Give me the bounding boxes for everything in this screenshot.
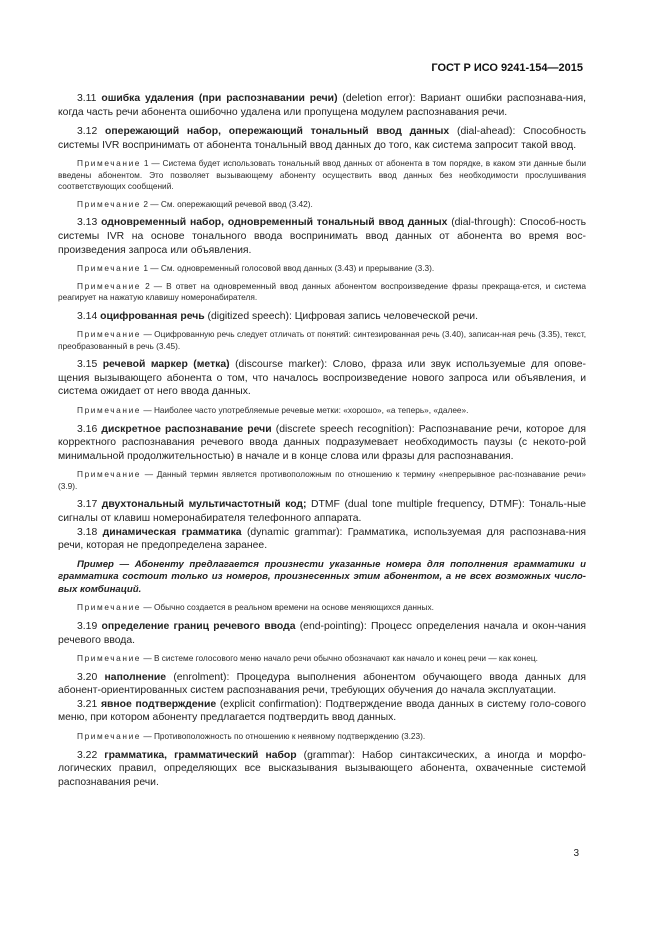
example bbox=[58, 559, 586, 597]
note-label: Примечание bbox=[77, 329, 142, 340]
term-definition bbox=[58, 92, 586, 119]
note-label: Примечание bbox=[77, 263, 142, 274]
term-definition bbox=[58, 310, 586, 324]
note-text: 2 — В ответ на одновременный ввод данных абонентом воспроизведение фразы прекраща-ется, и система реагирует на нажатую клавишу номеронабирателя. bbox=[58, 280, 586, 303]
note-text: 1 — См. одновременный голосовой ввод данных (3.43) и прерывание (3.3). bbox=[141, 263, 435, 274]
note bbox=[58, 653, 586, 665]
term-definition bbox=[58, 423, 586, 464]
note-label: Примечание bbox=[77, 731, 142, 742]
note-label: Примечание bbox=[77, 158, 142, 169]
term-number: 3.17 bbox=[77, 499, 98, 511]
term-text: (enrolment): Процедура выполнения абонентом обучающего ввода данных для абонент-ориентированных систем распознавания речи, требующих обучения до начала эксплуатации. bbox=[58, 671, 586, 697]
term-text: DTMF (dual tone multiple frequency, DTMF): Тональ-ные сигналы от клавиш номеронабирателя телефонного аппарата. bbox=[58, 499, 586, 524]
term-title: дискретное распознавание речи bbox=[101, 423, 272, 435]
note-label: Примечание bbox=[77, 405, 142, 416]
note bbox=[58, 405, 586, 417]
term-number: 3.20 bbox=[77, 671, 98, 683]
note-text: 2 — См. опережающий речевой ввод (3.42). bbox=[141, 198, 313, 209]
document-body bbox=[58, 92, 586, 795]
note-text: — Обычно создается в реальном времени на основе меняющихся данных. bbox=[141, 602, 434, 613]
term-title: оцифрованная речь bbox=[100, 310, 205, 322]
term-definition bbox=[58, 698, 586, 725]
note bbox=[58, 329, 586, 352]
term-definition bbox=[58, 216, 586, 257]
term-definition bbox=[58, 620, 586, 647]
term-title: наполнение bbox=[104, 671, 167, 683]
term-text: (digitized speech): Цифровая запись человеческой речи. bbox=[204, 310, 478, 322]
note bbox=[58, 731, 586, 743]
term-number: 3.16 bbox=[77, 423, 98, 435]
term-number: 3.21 bbox=[77, 698, 98, 710]
term-definition bbox=[58, 749, 586, 790]
note-text: — Противоположность по отношению к неявному подтверждению (3.23). bbox=[141, 731, 426, 742]
term-title: речевой маркер (метка) bbox=[102, 359, 230, 371]
note-text: — Наиболее часто употребляемые речевые метки: «хорошо», «а теперь», «далее». bbox=[141, 405, 469, 416]
term-number: 3.18 bbox=[77, 526, 98, 538]
note-text: — Оцифрованную речь следует отличать от понятий: синтезированная речь (3.40), записан-ная речь (3.35), текст, преобразованный в речь (3.45). bbox=[58, 329, 586, 351]
term-text: (dial-through): Способ-ность системы IVR на основе тонального ввода воспринимать ввод данных от абонента во время вос-произведения запроса или объявления. bbox=[58, 217, 586, 256]
page-number: 3 bbox=[573, 848, 579, 859]
term-title: двухтональный мультичастотный код; bbox=[101, 499, 307, 511]
term-number: 3.15 bbox=[77, 359, 98, 371]
note-label: Примечание bbox=[77, 280, 142, 291]
term-number: 3.11 bbox=[77, 93, 97, 104]
note-label: Примечание bbox=[77, 469, 142, 480]
note-text: 1 — Система будет использовать тональный ввод данных от абонента в том порядке, в каком эти данные были введены абонентом. Это позволяет вызывающему абоненту осуществить ввод данных без необходимости прослушивания соответствующих сообщений. bbox=[58, 158, 586, 192]
document-code-header: ГОСТ Р ИСО 9241-154—2015 bbox=[431, 62, 583, 74]
term-text: (dynamic grammar): Грамматика, используемая для распознава-ния речи, которая не предопределена заранее. bbox=[58, 526, 587, 552]
note bbox=[58, 469, 586, 492]
note bbox=[58, 158, 586, 193]
example-text: Пример — Абоненту предлагается произнести указанные номера для пополнения грамматики и грамматика состоит только из номеров, произнесенных этим абонентом, а не всех возможных число-вых комбинаций. bbox=[58, 558, 586, 595]
term-number: 3.13 bbox=[77, 217, 98, 229]
term-number: 3.12 bbox=[77, 126, 98, 138]
term-definition bbox=[58, 526, 586, 553]
term-text: (deletion error): Вариант ошибки распознава-ния, когда часть речи абонента ошибочно удалена или пропущена модулем распознавания речи. bbox=[58, 93, 586, 118]
term-text: (discourse marker): Слово, фраза или звук используемые для опове-щения вызывающего абонента о том, что началось воспроизведение нового запроса или объявления, и система ожидает от него ввода данных. bbox=[58, 359, 586, 398]
note bbox=[58, 199, 586, 211]
note bbox=[58, 263, 586, 275]
note-label: Примечание bbox=[77, 653, 142, 664]
term-definition bbox=[58, 498, 586, 525]
term-definition bbox=[58, 125, 586, 152]
term-title: определение границ речевого ввода bbox=[101, 620, 296, 632]
term-text: (dial-ahead): Способность системы IVR воспринимать от абонента тональный ввод данных до того, как система запросит такой ввод. bbox=[58, 126, 586, 151]
term-title: грамматика, грамматический набор bbox=[104, 749, 297, 761]
note bbox=[58, 281, 586, 304]
term-text: (grammar): Набор синтаксических, а иногда и морфо-логических правил, определяющих все высказывания вызывающего абонента, охваченные системой распознавания речи. bbox=[58, 749, 587, 788]
term-title: опережающий набор, опережающий тональный ввод данных bbox=[105, 126, 450, 138]
term-definition bbox=[58, 358, 586, 399]
term-text: (end-pointing): Процесс определения начала и окон-чания речевого ввода. bbox=[58, 620, 587, 646]
note-text: — Данный термин является противоположным по отношению к термину «непрерывное рас-познавание речи» (3.9). bbox=[58, 469, 586, 491]
term-number: 3.14 bbox=[77, 310, 98, 322]
term-title: одновременный набор, одновременный тональный ввод данных bbox=[101, 217, 448, 229]
term-number: 3.19 bbox=[77, 620, 98, 632]
note-label: Примечание bbox=[77, 198, 142, 209]
term-number: 3.22 bbox=[77, 749, 98, 761]
term-title: ошибка удаления (при распознавании речи) bbox=[101, 93, 338, 104]
term-title: явное подтверждение bbox=[100, 698, 217, 710]
term-title: динамическая грамматика bbox=[102, 526, 242, 538]
note-text: — В системе голосового меню начало речи обычно обозначают как начало и конец речи — как конец. bbox=[141, 653, 538, 664]
note-label: Примечание bbox=[77, 602, 142, 613]
term-text: (explicit confirmation): Подтверждение ввода данных в систему голо-сового меню, при котором абоненту предлагается подтвердить ввод данных. bbox=[58, 698, 586, 724]
note bbox=[58, 602, 586, 614]
term-definition bbox=[58, 671, 586, 698]
term-text: (discrete speech recognition): Распознавание речи, которое для корректного распознавания речевого ввода данных подразумевает необходимость паузы (с некото-рой минимальной продолжительностью) в начале и в конце слова или фразы для распознавания. bbox=[58, 423, 586, 462]
